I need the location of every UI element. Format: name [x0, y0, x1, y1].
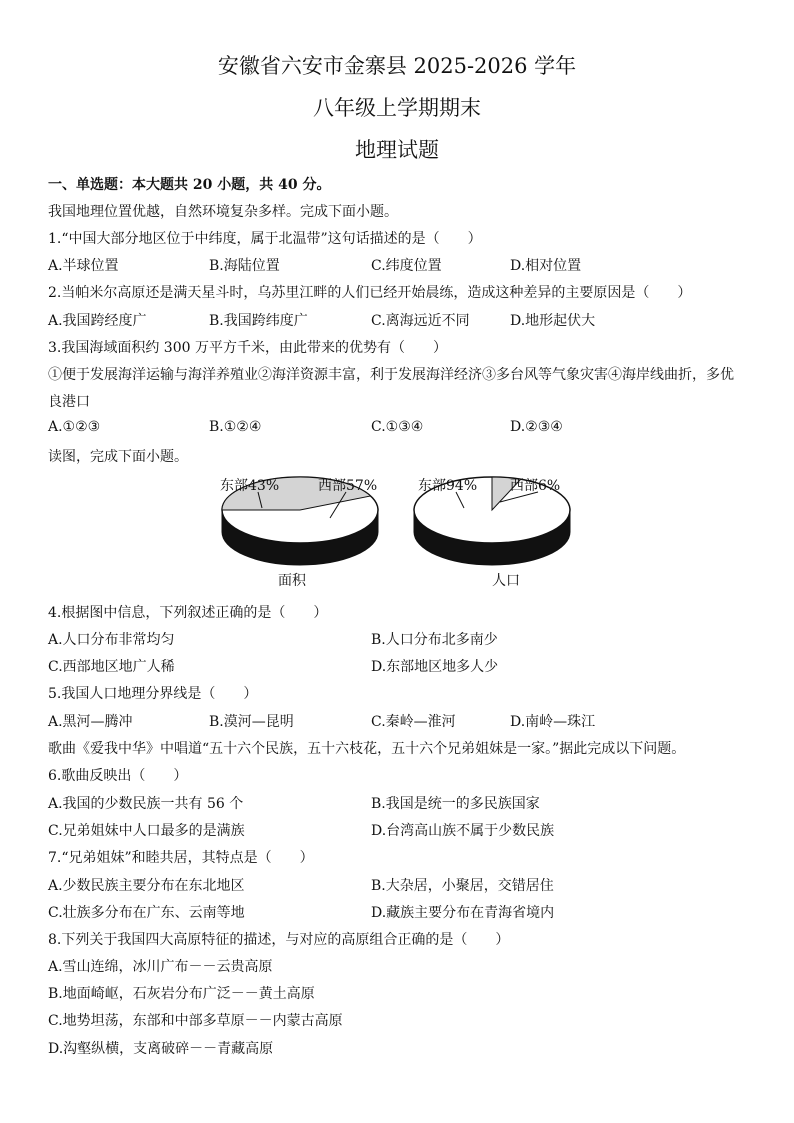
intro-text-3: 歌曲《爱我中华》中唱道“五十六个民族，五十六枝花，五十六个兄弟姐妹是一家。”据此完成以下问题。 [48, 741, 686, 757]
intro-text: 我国地理位置优越，自然环境复杂多样。完成下面小题。 [48, 204, 398, 220]
q7-option-c: C.壮族多分布在广东、云南等地 [48, 905, 245, 921]
q5-option-c: C.秦岭—淮河 [371, 714, 456, 730]
q6-option-a: A.我国的少数民族一共有 56 个 [48, 796, 244, 812]
q8-option-b: B.地面崎岖，石灰岩分布广泛－－黄土高原 [48, 986, 315, 1002]
q5-option-b: B.漠河—昆明 [209, 714, 294, 730]
pie-label-1-0: 东部94% [418, 478, 478, 494]
pie-label-0-1: 西部57% [318, 478, 378, 494]
pie-title-0: 面积 [278, 573, 306, 589]
q2-option-b: B.我国跨纬度广 [209, 313, 308, 329]
q3-stem: 3.我国海域面积约 300 万平方千米，由此带来的优势有（ ） [48, 340, 447, 356]
exam-title-line1: 安徽省六安市金寨县 2025-2026 学年 [217, 54, 577, 78]
q3-option-c: C.①③④ [371, 419, 424, 435]
q3-option-b: B.①②④ [209, 419, 262, 435]
q4-option-a: A.人口分布非常均匀 [48, 632, 175, 648]
pie-charts [0, 470, 794, 600]
q8-option-c: C.地势坦荡，东部和中部多草原－－内蒙古高原 [48, 1013, 343, 1029]
q8-option-a: A.雪山连绵，冰川广布－－云贵高原 [48, 959, 273, 975]
section-heading: 一、单选题：本大题共 20 小题，共 40 分。 [48, 177, 331, 193]
q2-option-c: C.离海远近不同 [371, 313, 470, 329]
intro-text-2: 读图，完成下面小题。 [48, 449, 188, 465]
exam-title-line2: 八年级上学期期末 [313, 96, 481, 120]
q1-stem: 1.“中国大部分地区位于中纬度，属于北温带”这句话描述的是（ ） [48, 231, 482, 247]
q4-option-c: C.西部地区地广人稀 [48, 659, 175, 675]
pie-label-1-1: 西部6% [510, 478, 561, 494]
q1-option-c: C.纬度位置 [371, 258, 442, 274]
q3-desc-line1: ①便于发展海洋运输与海洋养殖业②海洋资源丰富，利于发展海洋经济③多台风等气象灾害④海岸线曲折，多优 [48, 367, 734, 383]
pie-label-0-0: 东部43% [220, 478, 280, 494]
q2-option-d: D.地形起伏大 [510, 313, 596, 329]
q4-stem: 4.根据图中信息，下列叙述正确的是（ ） [48, 605, 328, 621]
q8-stem: 8.下列关于我国四大高原特征的描述，与对应的高原组合正确的是（ ） [48, 932, 510, 948]
q3-desc-line2: 良港口 [48, 394, 90, 410]
q6-option-c: C.兄弟姐妹中人口最多的是满族 [48, 823, 245, 839]
q6-option-d: D.台湾高山族不属于少数民族 [371, 823, 555, 839]
q3-option-a: A.①②③ [48, 419, 101, 435]
q4-option-d: D.东部地区地多人少 [371, 659, 499, 675]
q7-stem: 7.“兄弟姐妹”和睦共居，其特点是（ ） [48, 850, 314, 866]
q6-option-b: B.我国是统一的多民族国家 [371, 796, 540, 812]
q8-option-d: D.沟壑纵横，支离破碎－－青藏高原 [48, 1041, 274, 1057]
q6-stem: 6.歌曲反映出（ ） [48, 768, 188, 784]
q5-option-a: A.黑河—腾冲 [48, 714, 133, 730]
pie-title-1: 人口 [492, 573, 520, 589]
q1-option-b: B.海陆位置 [209, 258, 280, 274]
q5-stem: 5.我国人口地理分界线是（ ） [48, 686, 258, 702]
exam-title-line3: 地理试题 [355, 138, 439, 162]
q2-option-a: A.我国跨经度广 [48, 313, 147, 329]
q7-option-a: A.少数民族主要分布在东北地区 [48, 878, 245, 894]
q1-option-a: A.半球位置 [48, 258, 119, 274]
q2-stem: 2.当帕米尔高原还是满天星斗时，乌苏里江畔的人们已经开始晨练，造成这种差异的主要原因是（ ） [48, 285, 692, 301]
q7-option-b: B.大杂居，小聚居，交错居住 [371, 878, 554, 894]
q7-option-d: D.藏族主要分布在青海省境内 [371, 905, 555, 921]
q5-option-d: D.南岭—珠江 [510, 714, 596, 730]
q3-option-d: D.②③④ [510, 419, 563, 435]
q1-option-d: D.相对位置 [510, 258, 582, 274]
q4-option-b: B.人口分布北多南少 [371, 632, 498, 648]
